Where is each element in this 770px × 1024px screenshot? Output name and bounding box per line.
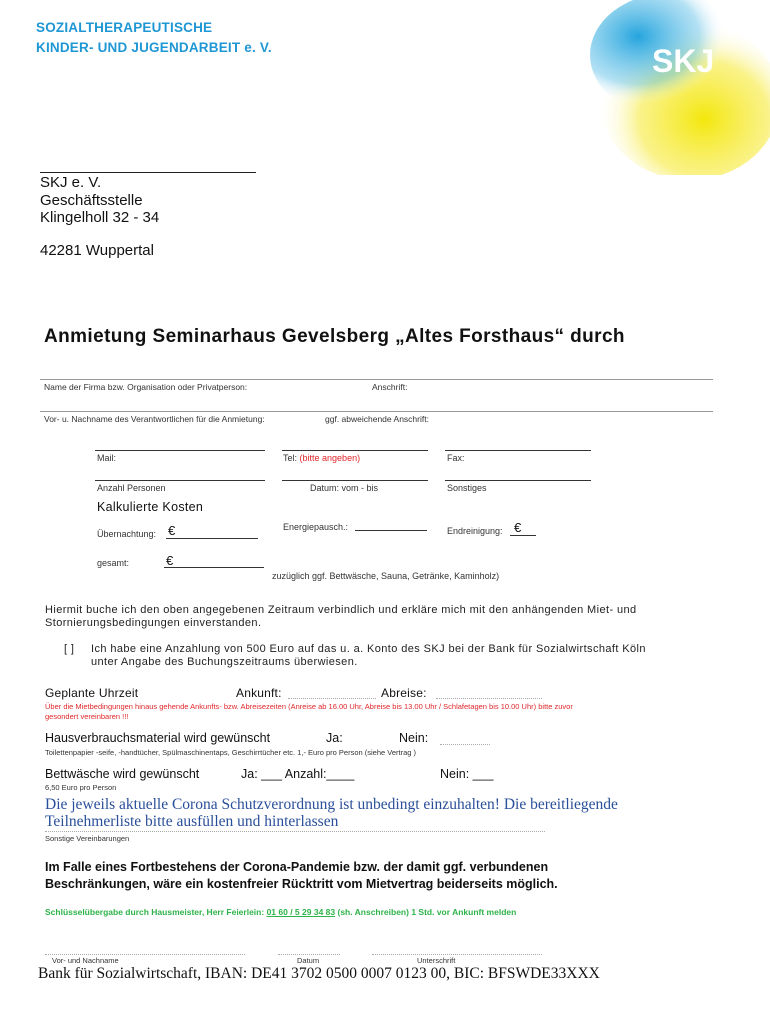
datum-label: Datum: vom - bis — [310, 483, 379, 493]
address-line-3: Klingelholl 32 - 34 — [40, 209, 160, 226]
abreise-label: Abreise: — [381, 686, 427, 700]
fax-label: Fax: — [447, 453, 465, 463]
ruecktritt-line-1: Im Falle eines Fortbestehens der Corona-Pandemie bzw. der damit ggf. verbundenen — [45, 860, 549, 874]
name-signature-label: Vor- und Nachname — [52, 956, 119, 965]
schluessel-phone[interactable]: 01 60 / 5 29 34 83 — [266, 907, 336, 917]
datum-line[interactable] — [282, 480, 428, 481]
schluessel-text: Schlüsselübergabe durch Hausmeister, Herr Feierlein: — [45, 907, 265, 917]
org-line-1: SOZIALTHERAPEUTISCHE — [36, 20, 213, 35]
anzahl-label: Anzahl Personen — [97, 483, 166, 493]
anzahlung-line-2: unter Angabe des Buchungszeitraums überwiesen. — [91, 656, 358, 668]
tel-label — [283, 453, 360, 463]
address-line-1: SKJ e. V. — [40, 174, 102, 191]
mail-label: Mail: — [97, 453, 117, 463]
zuzueglich-note: zuzüglich ggf. Bettwäsche, Sauna, Getränke, Kaminholz) — [272, 571, 500, 581]
sonstiges-label: Sonstiges — [447, 483, 487, 493]
haus-label: Hausverbrauchsmaterial wird gewünscht — [45, 731, 271, 745]
energie-label: Energiepausch.: — [283, 522, 349, 532]
bett-ja-anzahl[interactable]: Ja: ___ Anzahl:____ — [241, 767, 355, 781]
buchung-line-1: Hiermit buche ich den oben angegebenen Zeitraum verbindlich und erkläre mich mit den anhängenden Miet- und — [45, 604, 637, 616]
uebernachtung-line[interactable] — [166, 538, 258, 539]
gesamt-line[interactable] — [164, 567, 264, 568]
endreinigung-line[interactable] — [510, 535, 536, 536]
corona-line-2: Teilnehmerliste bitte ausfüllen und hinterlassen — [45, 813, 339, 830]
abweichende-anschrift-label: ggf. abweichende Anschrift: — [325, 414, 429, 424]
logo-text: SKJ — [652, 43, 715, 79]
organization-name — [36, 18, 272, 58]
corona-line-1: Die jeweils aktuelle Corona Schutzverordnung ist unbedingt einzuhalten! Die bereitliegende — [45, 796, 618, 813]
mail-line[interactable] — [95, 450, 265, 451]
tel-line[interactable] — [282, 450, 428, 451]
uebernachtung-euro: € — [168, 523, 176, 538]
gesamt-label: gesamt: — [97, 558, 130, 568]
bett-nein[interactable]: Nein: ___ — [440, 767, 494, 781]
ankunft-field[interactable] — [288, 698, 376, 699]
anzahl-line[interactable] — [95, 480, 265, 481]
skj-logo — [560, 0, 770, 175]
anschrift-label: Anschrift: — [372, 382, 408, 392]
uhrzeit-label: Geplante Uhrzeit — [45, 686, 139, 700]
unterschrift-line[interactable] — [372, 954, 542, 955]
datum-signature-label: Datum — [297, 956, 320, 965]
haus-note: Toilettenpapier -seife, -handtücher, Spülmaschinentaps, Geschirrtücher etc. 1,- Euro pro Person (siehe Vertrag ) — [45, 748, 417, 757]
unterschrift-label: Unterschrift — [417, 956, 456, 965]
bett-label: Bettwäsche wird gewünscht — [45, 767, 200, 781]
endreinigung-euro: € — [514, 520, 522, 535]
document-title: Anmietung Seminarhaus Gevelsberg „Altes Forsthaus“ durch — [44, 326, 625, 347]
firma-label: Name der Firma bzw. Organisation oder Privatperson: — [44, 382, 248, 392]
divider — [40, 411, 713, 412]
ruecktritt-line-2: Beschränkungen, wäre ein kostenfreier Rücktritt vom Mietvertrag beiderseits möglich. — [45, 877, 558, 891]
uhrzeit-note-1: Über die Mietbedingungen hinaus gehende Ankunfts- bzw. Abreisezeiten (Anreise ab 16.00 Uhr, Abreise bis 13.00 Uhr / Schlafetagen bis 10.00 Uhr) bitte zuvor — [45, 702, 573, 711]
tel-label-text: Tel: — [283, 453, 298, 463]
sonstige-label: Sonstige Vereinbarungen — [45, 834, 130, 843]
tel-hint: (bitte angeben) — [299, 453, 361, 463]
anzahlung-line-1: Ich habe eine Anzahlung von 500 Euro auf das u. a. Konto des SKJ bei der Bank für Sozialwirtschaft Köln — [91, 643, 646, 655]
kosten-heading: Kalkulierte Kosten — [97, 500, 204, 514]
org-line-2: KINDER- UND JUGENDARBEIT e. V. — [36, 40, 272, 55]
energie-line[interactable] — [355, 530, 427, 531]
uhrzeit-note-2: gesondert vereinbaren !!! — [45, 712, 129, 721]
address-line-2: Geschäftsstelle — [40, 192, 143, 209]
schluessel-note — [45, 907, 516, 917]
haus-ja[interactable]: Ja: — [326, 731, 343, 745]
bank-footer: Bank für Sozialwirtschaft, IBAN: DE41 3702 0500 0007 0123 00, BIC: BFSWDE33XXX — [38, 965, 600, 982]
verantwortlicher-label: Vor- u. Nachname des Verantwortlichen für die Anmietung: — [44, 414, 265, 424]
divider — [40, 379, 713, 380]
haus-nein-field[interactable] — [440, 744, 490, 745]
anzahlung-checkbox[interactable]: [ ] — [64, 643, 75, 655]
ankunft-label: Ankunft: — [236, 686, 282, 700]
schluessel-text-after: (sh. Anschreiben) 1 Std. vor Ankunft melden — [337, 907, 517, 917]
endreinigung-label: Endreinigung: — [447, 526, 503, 536]
gesamt-euro: € — [166, 553, 174, 568]
buchung-line-2: Stornierungsbedingungen einverstanden. — [45, 617, 262, 629]
sonstige-line[interactable] — [45, 831, 545, 832]
bett-price: 6,50 Euro pro Person — [45, 783, 117, 792]
address-window-line — [40, 172, 256, 173]
abreise-field[interactable] — [436, 698, 542, 699]
haus-nein[interactable]: Nein: — [399, 731, 429, 745]
sonstiges-line[interactable] — [445, 480, 591, 481]
datum-signature-line[interactable] — [278, 954, 340, 955]
fax-line[interactable] — [445, 450, 591, 451]
uebernachtung-label: Übernachtung: — [97, 529, 157, 539]
name-signature-line[interactable] — [45, 954, 245, 955]
address-line-4: 42281 Wuppertal — [40, 242, 154, 259]
